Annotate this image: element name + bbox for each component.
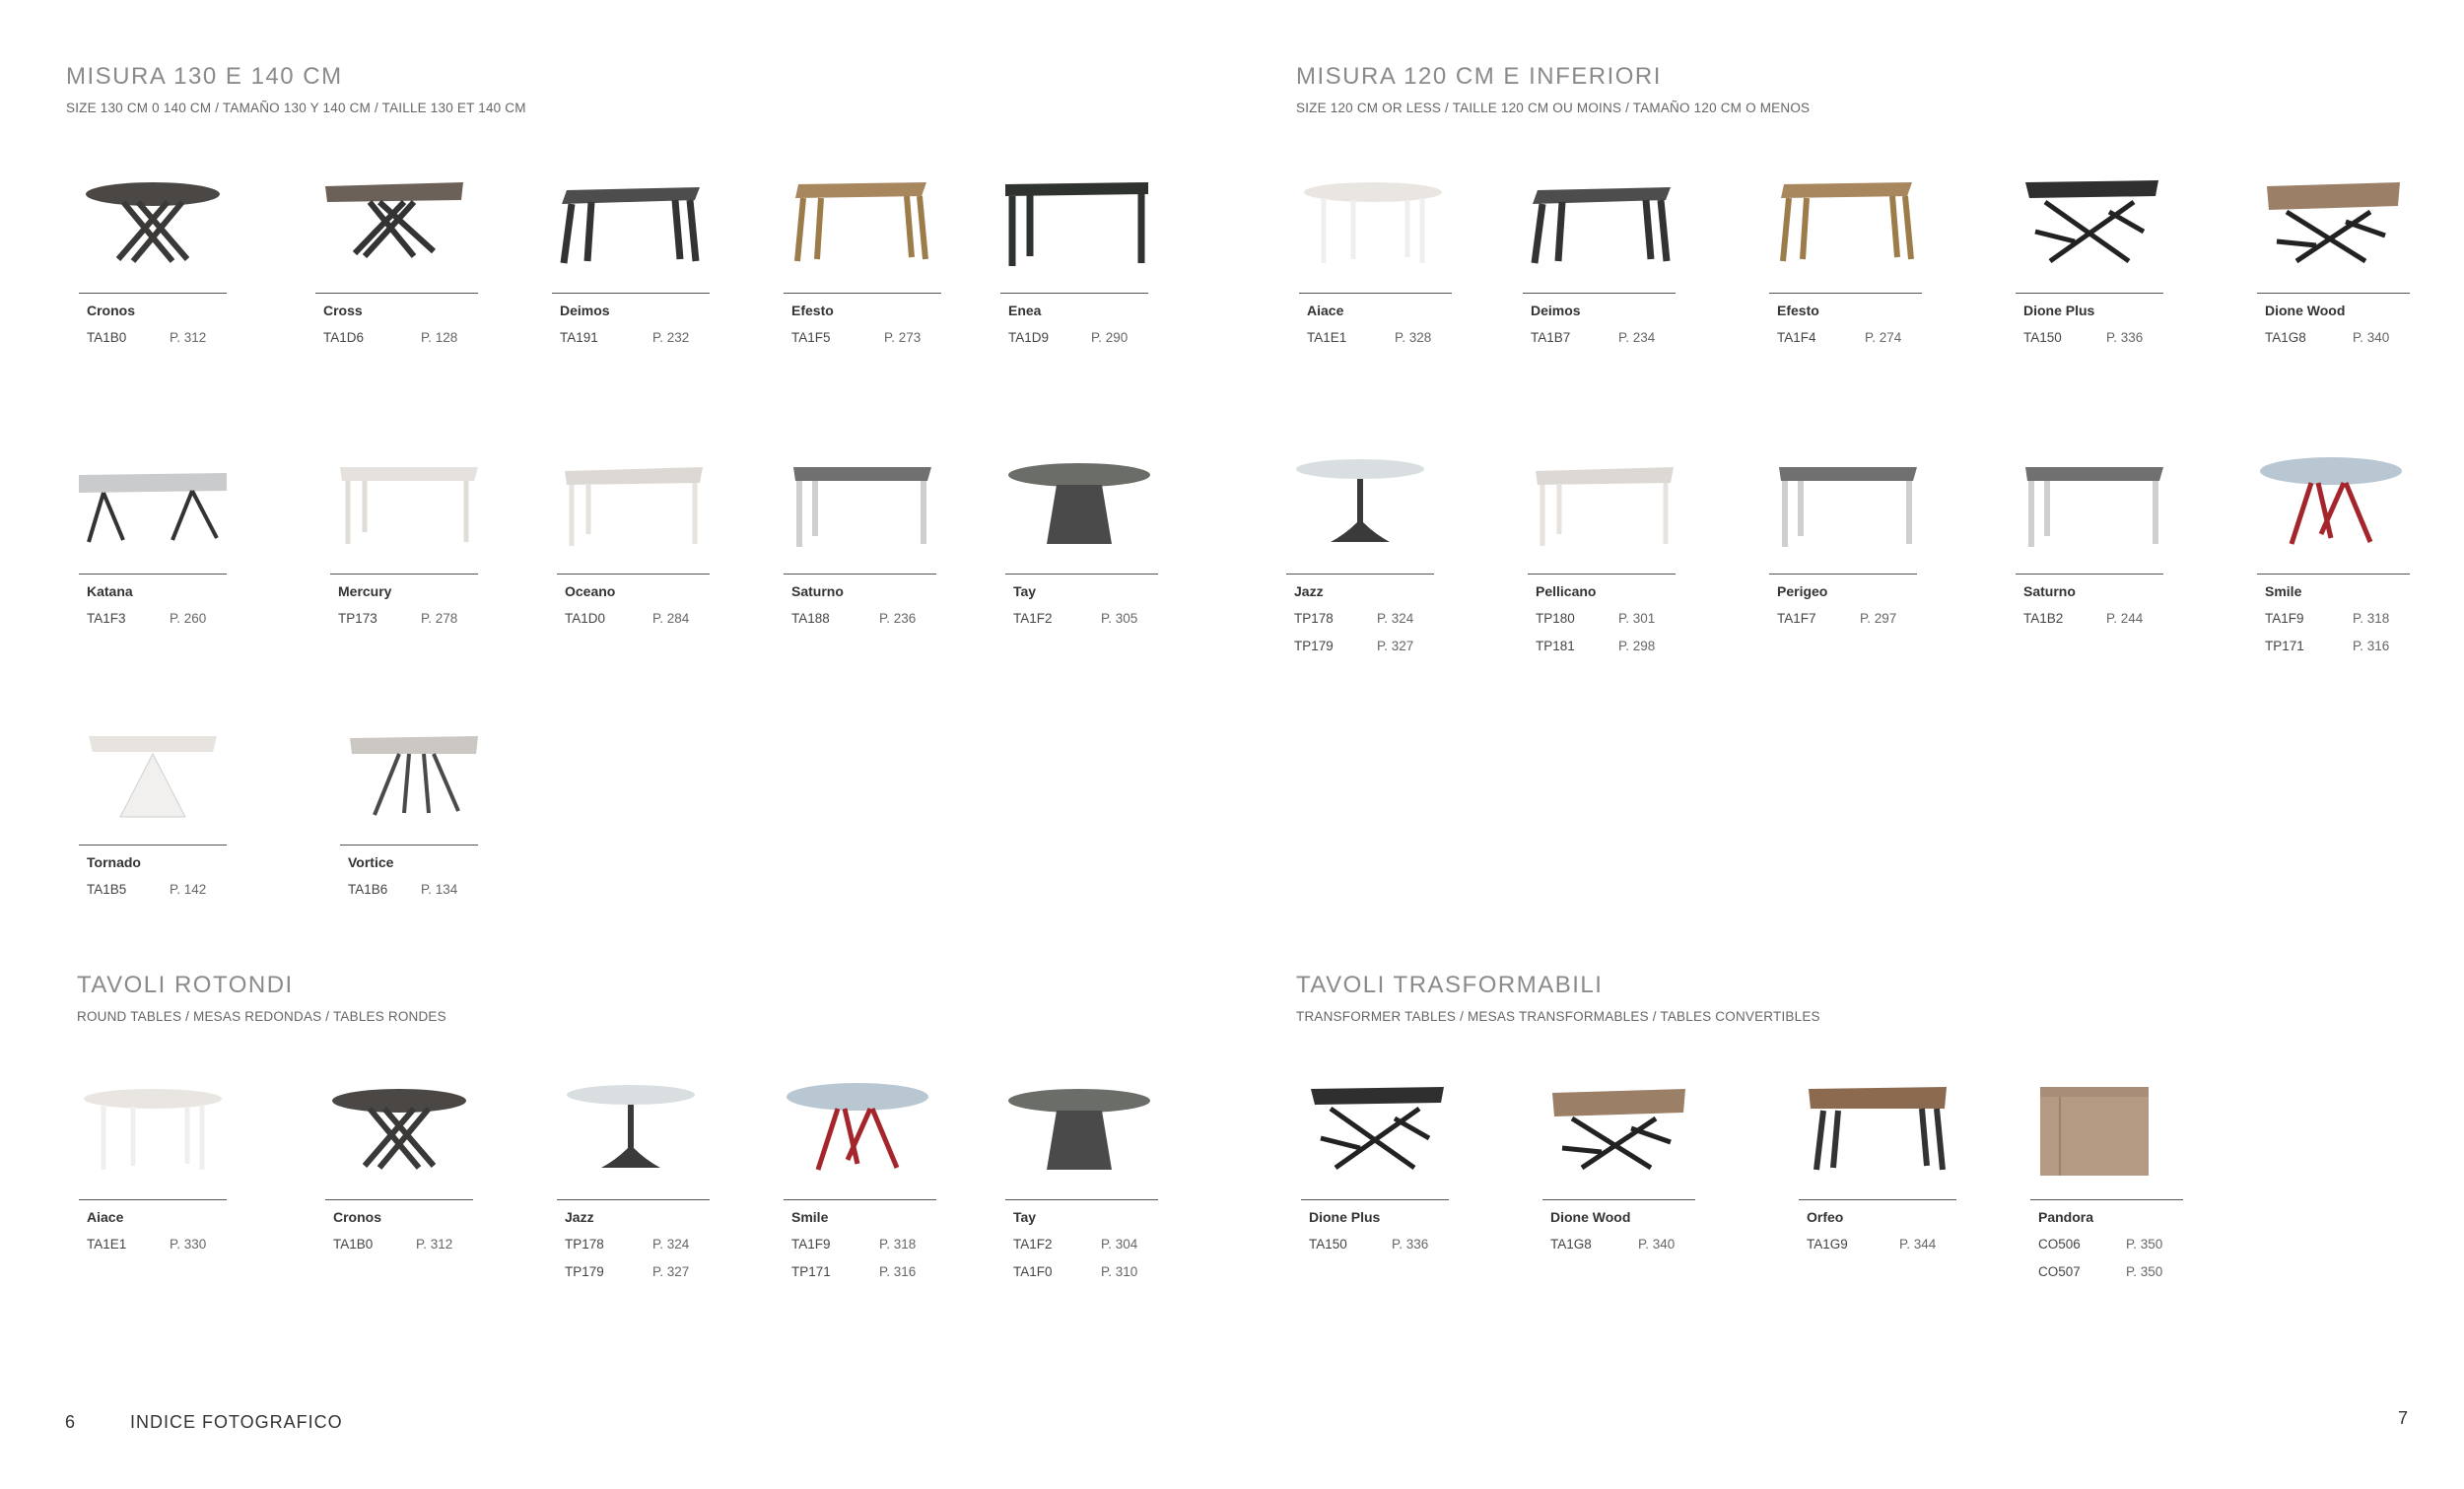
- page-reference: P. 301: [1618, 611, 1656, 626]
- product-code: TP173: [338, 611, 377, 626]
- rect-table-marble-icon: [1528, 453, 1676, 552]
- divider: [1286, 574, 1434, 575]
- table-splayed-legs-icon: [340, 724, 488, 823]
- product-name: Efesto: [1777, 303, 1819, 318]
- page-reference: P. 284: [652, 611, 690, 626]
- section-subtitle-transformer: TRANSFORMER TABLES / MESAS TRANSFORMABLES / TABLES CONVERTIBLES: [1296, 1009, 1820, 1024]
- product-card-s130: [315, 172, 463, 345]
- page-reference: P. 142: [170, 882, 207, 897]
- section-title-130: MISURA 130 E 140 CM: [66, 63, 343, 90]
- page-reference: P. 305: [1101, 611, 1138, 626]
- product-card-round: [557, 1079, 705, 1279]
- divider: [1299, 293, 1452, 294]
- divider: [1005, 574, 1158, 575]
- product-card-round: [325, 1079, 473, 1252]
- product-code: TA1D0: [565, 611, 606, 626]
- page-reference: P. 244: [2106, 611, 2144, 626]
- oval-table-red-legs-icon: [2257, 453, 2405, 552]
- product-code: TA1B6: [348, 882, 388, 897]
- divider: [1301, 1199, 1449, 1200]
- divider: [1005, 1199, 1158, 1200]
- product-name: Enea: [1008, 303, 1042, 318]
- page-reference: P. 297: [1860, 611, 1897, 626]
- product-code: TA1B2: [2023, 611, 2064, 626]
- footer-page-left: 6: [65, 1412, 76, 1432]
- page-reference: P. 327: [652, 1264, 690, 1279]
- product-code: CO507: [2038, 1264, 2081, 1279]
- product-code: TP178: [565, 1237, 604, 1252]
- page-reference: P. 350: [2126, 1237, 2163, 1252]
- product-code: TA191: [560, 330, 598, 345]
- product-code: TP181: [1536, 639, 1575, 653]
- product-name: Jazz: [565, 1209, 594, 1225]
- product-code: TA1G9: [1807, 1237, 1848, 1252]
- page-reference: P. 304: [1101, 1237, 1138, 1252]
- table-tornado-base-icon: [79, 724, 227, 823]
- page-reference: P. 327: [1377, 639, 1414, 653]
- rect-table-black-icon: [1000, 172, 1148, 271]
- round-table-crossed-legs-icon: [325, 1079, 473, 1178]
- product-code: TA1F0: [1013, 1264, 1053, 1279]
- page-reference: P. 316: [879, 1264, 917, 1279]
- product-name: Aiace: [1307, 303, 1344, 318]
- product-card-round: [784, 1079, 931, 1279]
- page-reference: P. 336: [1392, 1237, 1429, 1252]
- page-reference: P. 328: [1395, 330, 1432, 345]
- product-name: Dione Wood: [1550, 1209, 1631, 1225]
- product-card-s130: [784, 453, 931, 626]
- divider: [2030, 1199, 2183, 1200]
- product-card-s130: [340, 724, 488, 897]
- product-name: Cross: [323, 303, 363, 318]
- divider: [552, 293, 710, 294]
- product-code: TA188: [791, 611, 830, 626]
- product-code: TA150: [2023, 330, 2062, 345]
- product-code: TA1E1: [1307, 330, 1347, 345]
- transformer-table-icon: [1301, 1079, 1449, 1178]
- divider: [1769, 293, 1922, 294]
- divider: [1542, 1199, 1695, 1200]
- product-name: Vortice: [348, 854, 394, 870]
- product-card-transformer: [1799, 1079, 1947, 1252]
- product-card-s120: [2257, 453, 2405, 653]
- divider: [315, 293, 478, 294]
- round-table-white-icon: [1299, 172, 1447, 271]
- product-card-round: [79, 1079, 227, 1252]
- page-reference: P. 330: [170, 1237, 207, 1252]
- product-name: Jazz: [1294, 583, 1324, 599]
- product-card-s120: [1769, 453, 1917, 626]
- page-reference: P. 298: [1618, 639, 1656, 653]
- page-reference: P. 273: [884, 330, 922, 345]
- product-code: TP171: [791, 1264, 831, 1279]
- page-reference: P. 316: [2353, 639, 2390, 653]
- product-card-transformer: [1301, 1079, 1449, 1252]
- divider: [784, 293, 941, 294]
- page-reference: P. 278: [421, 611, 458, 626]
- product-name: Cronos: [333, 1209, 381, 1225]
- section-title-transformer: TAVOLI TRASFORMABILI: [1296, 972, 1604, 998]
- rect-table-bronze-icon: [784, 172, 931, 271]
- section-subtitle-120: SIZE 120 CM OR LESS / TAILLE 120 CM OU MOINS / TAMAÑO 120 CM O MENOS: [1296, 101, 1811, 115]
- transformer-table-wood-icon: [1542, 1079, 1690, 1178]
- product-card-s130: [1005, 453, 1153, 626]
- page-reference: P. 274: [1865, 330, 1902, 345]
- rect-table-grey-icon: [784, 453, 931, 552]
- product-name: Efesto: [791, 303, 834, 318]
- product-name: Tay: [1013, 1209, 1037, 1225]
- divider: [340, 845, 478, 846]
- product-card-s120: [2257, 172, 2405, 345]
- divider: [79, 574, 227, 575]
- divider: [330, 574, 478, 575]
- page-reference: P. 134: [421, 882, 458, 897]
- product-code: TA150: [1309, 1237, 1347, 1252]
- console-table-icon: [2030, 1079, 2178, 1178]
- product-card-s130: [552, 172, 700, 345]
- rect-table-bronze-icon: [1769, 172, 1917, 271]
- round-table-pedestal-icon: [1005, 453, 1153, 552]
- product-card-s130: [79, 172, 227, 345]
- product-name: Perigeo: [1777, 583, 1828, 599]
- page-reference: P. 350: [2126, 1264, 2163, 1279]
- product-code: TA1G8: [1550, 1237, 1592, 1252]
- footer-title: INDICE FOTOGRAFICO: [130, 1412, 343, 1432]
- product-name: Deimos: [1531, 303, 1581, 318]
- rect-table-wood-icon: [1799, 1079, 1947, 1178]
- round-table-tulip-base-icon: [557, 1079, 705, 1178]
- rect-table-dark-icon: [552, 172, 700, 271]
- product-card-round: [1005, 1079, 1153, 1279]
- rect-table-crossed-legs-icon: [315, 172, 463, 271]
- transformer-table-wood-icon: [2257, 172, 2405, 271]
- product-name: Smile: [2265, 583, 2302, 599]
- product-code: TA1F2: [1013, 611, 1053, 626]
- page-reference: P. 234: [1618, 330, 1656, 345]
- round-table-crossed-legs-icon: [79, 172, 227, 271]
- divider: [1799, 1199, 1956, 1200]
- product-name: Saturno: [2023, 583, 2076, 599]
- product-name: Cronos: [87, 303, 135, 318]
- page-reference: P. 128: [421, 330, 458, 345]
- page-reference: P. 318: [2353, 611, 2390, 626]
- divider: [79, 1199, 227, 1200]
- product-name: Oceano: [565, 583, 616, 599]
- product-code: CO506: [2038, 1237, 2081, 1252]
- product-card-s130: [330, 453, 478, 626]
- product-code: TA1G8: [2265, 330, 2306, 345]
- product-card-s130: [79, 724, 227, 897]
- page-reference: P. 340: [2353, 330, 2390, 345]
- product-name: Dione Plus: [1309, 1209, 1381, 1225]
- divider: [2257, 293, 2410, 294]
- section-title-120: MISURA 120 CM E INFERIORI: [1296, 63, 1662, 90]
- round-table-white-icon: [79, 1079, 227, 1178]
- product-name: Tay: [1013, 583, 1037, 599]
- product-name: Pellicano: [1536, 583, 1597, 599]
- product-card-s120: [1286, 453, 1434, 653]
- product-card-s120: [2016, 453, 2163, 626]
- divider: [557, 1199, 710, 1200]
- page-reference: P. 310: [1101, 1264, 1138, 1279]
- divider: [1000, 293, 1148, 294]
- page-reference: P. 312: [170, 330, 207, 345]
- page-reference: P. 340: [1638, 1237, 1676, 1252]
- divider: [2016, 293, 2163, 294]
- product-code: TA1B0: [333, 1237, 374, 1252]
- section-title-round: TAVOLI ROTONDI: [77, 972, 294, 998]
- oval-table-red-legs-icon: [784, 1079, 931, 1178]
- product-code: TA1F2: [1013, 1237, 1053, 1252]
- product-name: Aiace: [87, 1209, 124, 1225]
- product-code: TA1F4: [1777, 330, 1816, 345]
- product-code: TP180: [1536, 611, 1575, 626]
- product-code: TA1E1: [87, 1237, 127, 1252]
- product-card-s130: [557, 453, 705, 626]
- product-card-s120: [1523, 172, 1671, 345]
- page-reference: P. 336: [2106, 330, 2144, 345]
- rect-table-grey-icon: [1769, 453, 1917, 552]
- product-card-s120: [1528, 453, 1676, 653]
- divider: [784, 574, 936, 575]
- product-card-s120: [1299, 172, 1447, 345]
- divider: [325, 1199, 473, 1200]
- round-table-tulip-base-icon: [1286, 453, 1434, 552]
- page-reference: P. 318: [879, 1237, 917, 1252]
- round-table-pedestal-icon: [1005, 1079, 1153, 1178]
- product-code: TA1F3: [87, 611, 126, 626]
- rect-table-marble-icon: [557, 453, 705, 552]
- page-reference: P. 232: [652, 330, 690, 345]
- page-reference: P. 290: [1091, 330, 1129, 345]
- product-card-transformer: [2030, 1079, 2178, 1279]
- page-reference: P. 344: [1899, 1237, 1937, 1252]
- page-reference: P. 324: [652, 1237, 690, 1252]
- product-code: TP179: [565, 1264, 604, 1279]
- section-subtitle-round: ROUND TABLES / MESAS REDONDAS / TABLES RONDES: [77, 1009, 446, 1024]
- product-code: TA1B7: [1531, 330, 1571, 345]
- product-code: TP178: [1294, 611, 1334, 626]
- divider: [79, 845, 227, 846]
- product-name: Katana: [87, 583, 133, 599]
- product-name: Orfeo: [1807, 1209, 1844, 1225]
- divider: [784, 1199, 936, 1200]
- rect-table-dark-icon: [1523, 172, 1671, 271]
- product-name: Tornado: [87, 854, 141, 870]
- divider: [1769, 574, 1917, 575]
- product-card-transformer: [1542, 1079, 1690, 1252]
- divider: [2016, 574, 2163, 575]
- divider: [1528, 574, 1676, 575]
- product-code: TA1F7: [1777, 611, 1816, 626]
- product-name: Mercury: [338, 583, 392, 599]
- product-code: TA1F9: [791, 1237, 831, 1252]
- product-code: TP179: [1294, 639, 1334, 653]
- product-code: TA1F9: [2265, 611, 2304, 626]
- divider: [557, 574, 710, 575]
- page-reference: P. 260: [170, 611, 207, 626]
- footer-page-right: 7: [2398, 1408, 2409, 1428]
- product-name: Pandora: [2038, 1209, 2094, 1225]
- page-reference: P. 324: [1377, 611, 1414, 626]
- product-code: TA1B0: [87, 330, 127, 345]
- section-subtitle-130: SIZE 130 CM 0 140 CM / TAMAÑO 130 Y 140 CM / TAILLE 130 ET 140 CM: [66, 101, 526, 115]
- product-code: TA1D9: [1008, 330, 1050, 345]
- product-code: TA1B5: [87, 882, 127, 897]
- product-card-s130: [79, 453, 227, 626]
- rect-table-grey-icon: [2016, 453, 2163, 552]
- product-code: TP171: [2265, 639, 2304, 653]
- long-table-splayed-legs-icon: [79, 453, 227, 552]
- divider: [2257, 574, 2410, 575]
- product-card-s130: [784, 172, 931, 345]
- page-reference: P. 236: [879, 611, 917, 626]
- divider: [79, 293, 227, 294]
- product-name: Smile: [791, 1209, 829, 1225]
- product-card-s120: [1769, 172, 1917, 345]
- product-name: Saturno: [791, 583, 844, 599]
- product-card-s130: [1000, 172, 1148, 345]
- product-name: Deimos: [560, 303, 610, 318]
- product-name: Dione Plus: [2023, 303, 2095, 318]
- product-card-s120: [2016, 172, 2163, 345]
- page-reference: P. 312: [416, 1237, 453, 1252]
- product-code: TA1F5: [791, 330, 831, 345]
- product-code: TA1D6: [323, 330, 365, 345]
- rect-table-white-icon: [330, 453, 478, 552]
- product-name: Dione Wood: [2265, 303, 2346, 318]
- transformer-table-icon: [2016, 172, 2163, 271]
- divider: [1523, 293, 1676, 294]
